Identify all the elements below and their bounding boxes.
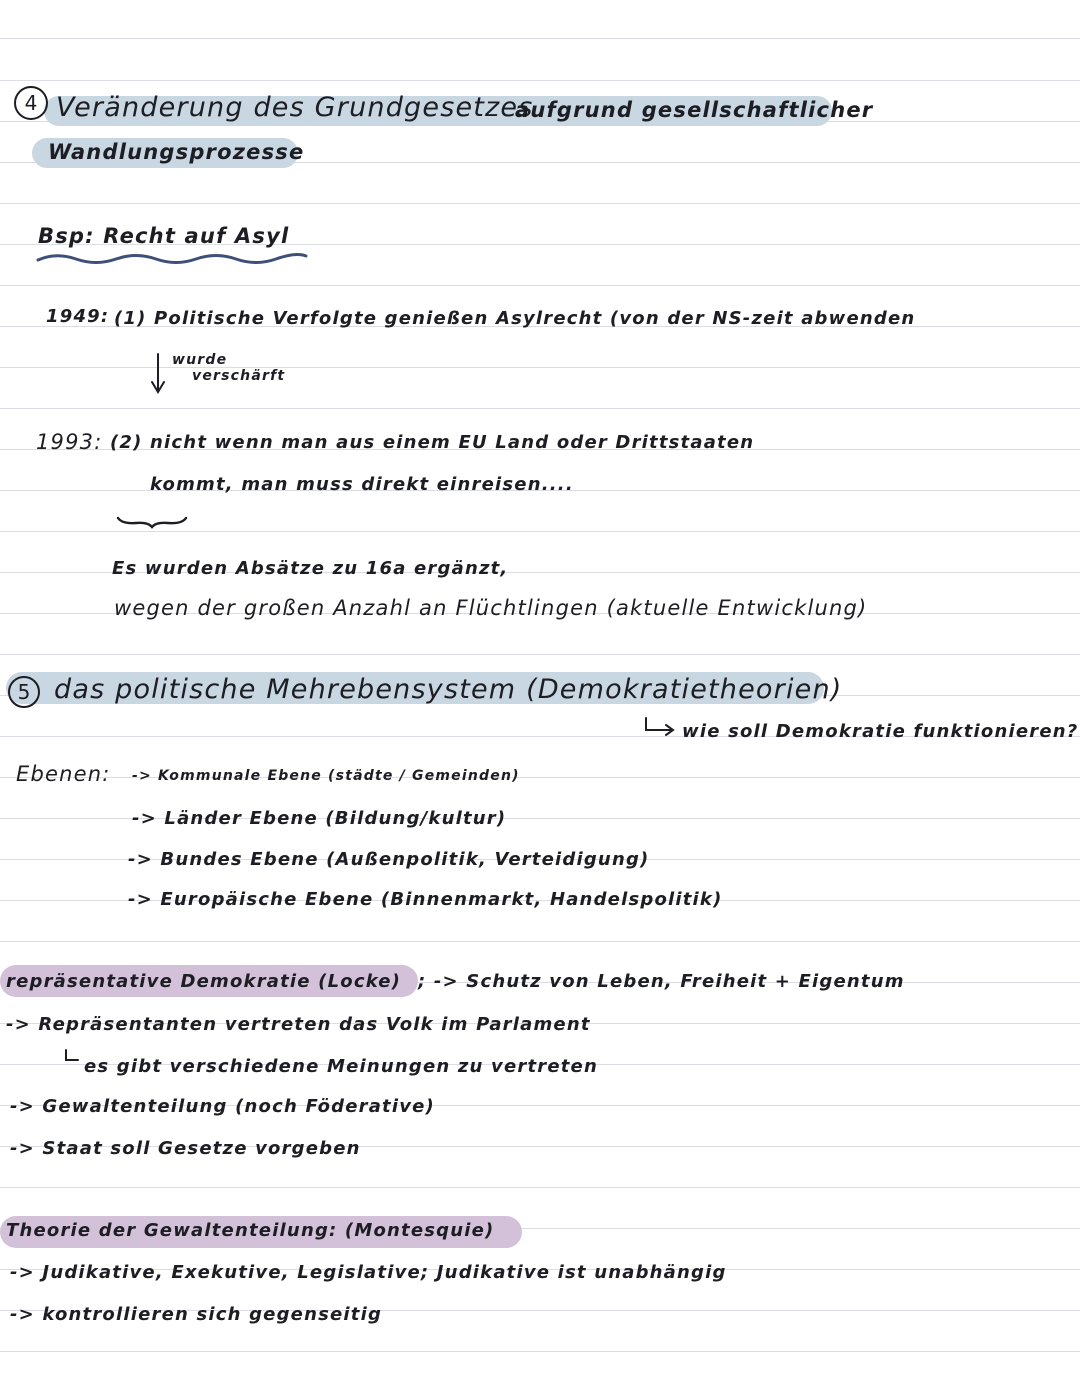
level-item: -> Kommunale Ebene (städte / Gemeinden)	[132, 768, 520, 784]
section-number-5: 5	[8, 676, 40, 708]
text-1949: (1) Politische Verfolgte genießen Asylrecht (von der NS-zeit abwenden	[114, 308, 916, 329]
example-heading: Bsp: Recht auf Asyl	[38, 224, 290, 248]
branch-mark-icon	[62, 1048, 82, 1066]
representative-heading: repräsentative Demokratie (Locke)	[6, 971, 402, 992]
level-item: -> Bundes Ebene (Außenpolitik, Verteidigung)	[128, 849, 650, 870]
representative-heading-note: ; -> Schutz von Leben, Freiheit + Eigentum	[418, 971, 905, 992]
separation-point-1: -> Judikative, Exekutive, Legislative; Judikative ist unabhängig	[10, 1262, 727, 1283]
representative-point-2: -> Gewaltenteilung (noch Föderative)	[10, 1096, 435, 1117]
arrow-note-2: verschärft	[192, 368, 286, 384]
section-5-title: das politische Mehrebensystem (Demokratietheorien)	[54, 674, 843, 705]
year-1949: 1949:	[46, 306, 110, 327]
section-4-title-b: aufgrund gesellschaftlicher	[515, 98, 874, 122]
year-1993: 1993:	[36, 430, 103, 454]
text-1993-line2: kommt, man muss direkt einreisen....	[150, 474, 574, 495]
levels-label: Ebenen:	[16, 762, 111, 786]
level-item: -> Europäische Ebene (Binnenmarkt, Handelspolitik)	[128, 889, 723, 910]
subnote: wie soll Demokratie funktionieren?	[682, 721, 1079, 742]
section-number-4: 4	[14, 86, 48, 120]
brace-icon	[114, 512, 190, 530]
arrow-note-1: wurde	[172, 352, 228, 368]
separation-heading: Theorie der Gewaltenteilung: (Montesquie)	[6, 1220, 495, 1241]
note-line2: wegen der großen Anzahl an Flüchtlingen (aktuelle Entwicklung)	[114, 596, 868, 620]
text-1993-line1: (2) nicht wenn man aus einem EU Land oder Drittstaaten	[110, 432, 755, 453]
down-arrow-icon	[148, 350, 168, 398]
note-line1: Es wurden Absätze zu 16a ergänzt,	[112, 558, 509, 579]
representative-point-1-sub: es gibt verschiedene Meinungen zu vertreten	[84, 1056, 598, 1077]
wavy-underline	[36, 250, 308, 266]
separation-point-2: -> kontrollieren sich gegenseitig	[10, 1304, 383, 1325]
representative-point-3: -> Staat soll Gesetze vorgeben	[10, 1138, 361, 1159]
level-item: -> Länder Ebene (Bildung/kultur)	[132, 808, 507, 829]
section-4-title-c: Wandlungsprozesse	[48, 140, 305, 164]
representative-point-1: -> Repräsentanten vertreten das Volk im Parlament	[6, 1014, 591, 1035]
section-4-title-a: Veränderung des Grundgesetzes	[56, 92, 534, 123]
hook-arrow-icon	[642, 716, 678, 738]
